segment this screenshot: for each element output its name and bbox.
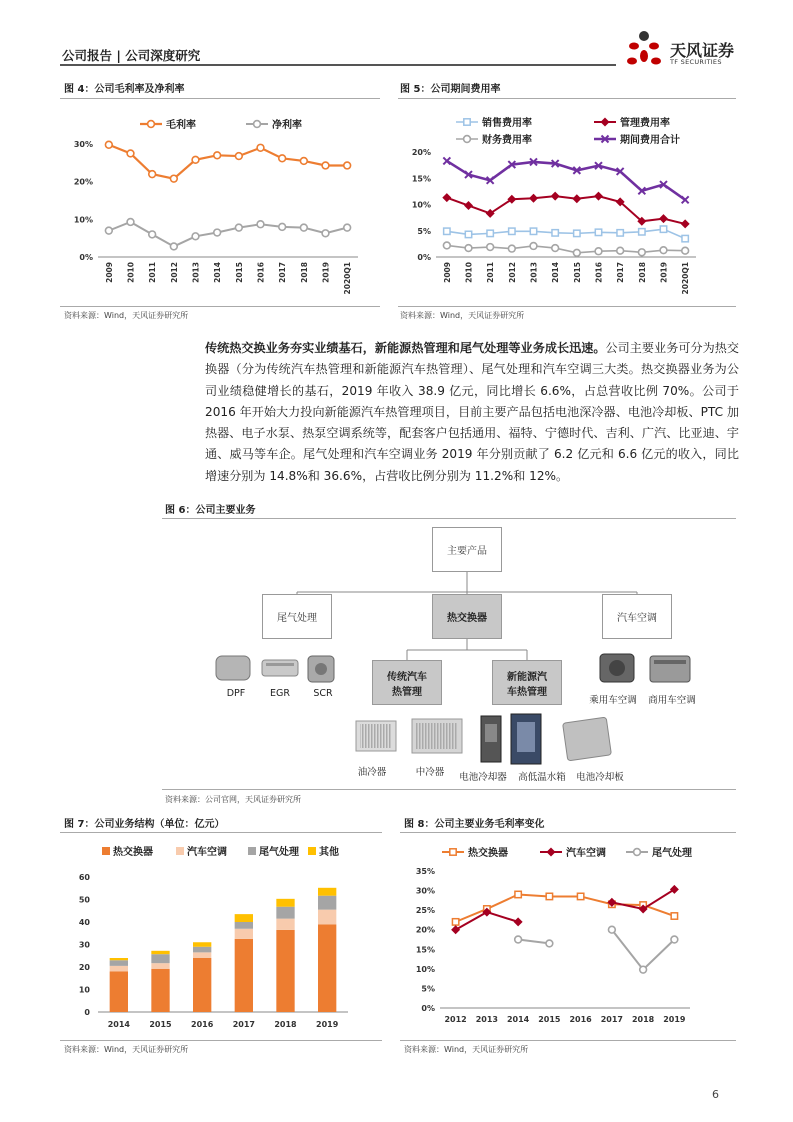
fig5-point [681,220,689,228]
fig7-bar-0 [193,958,211,1012]
fig7-ytick: 0 [84,1008,90,1017]
fig4-legend-label: 毛利率 [166,120,196,131]
fig7-ytick: 40 [78,918,90,927]
fig4-point [322,162,329,169]
fig7-ytick: 20 [78,963,90,972]
fig7-ytick: 50 [78,895,90,905]
fig4-chart [60,100,380,306]
fig8-point [577,893,583,899]
page-number: 6 [712,1088,719,1101]
fig8-series-line [612,930,675,970]
fig5-point [573,195,581,203]
fig5-xtick: 2009 [442,262,452,283]
logo-icon [622,28,666,72]
fig8-xtick: 2015 [538,1015,561,1024]
heat-exchanger-box: 热交换器 [432,594,502,639]
fig5-xtick: 2019 [659,262,669,283]
fig4-point [149,171,156,178]
fig8-xtick: 2013 [475,1015,499,1024]
fig4-xtick: 2012 [169,262,179,283]
fig7-xtick: 2016 [191,1020,214,1029]
fig5-point [443,242,450,249]
fig5-xtick: 2011 [486,262,496,283]
fig7-legend-label: 热交换器 [113,847,153,858]
fig5-series-line [447,161,685,200]
fig7-legend-label: 汽车空调 [187,847,227,858]
fig8-point [452,919,458,925]
fig8-bottom-rule [400,1040,736,1041]
fig8-legend-label: 汽车空调 [566,848,606,859]
header-rule [60,64,616,66]
paragraph-lead: 传统热交换业务夯实业绩基石，新能源热管理和尾气处理等业务成长迅速。 [205,341,606,355]
fig4-ytick: 10% [73,215,93,225]
fig7-bar-2 [318,896,336,910]
fig5-point [574,230,580,236]
nev-product-images [475,710,625,768]
fig8-point [608,926,615,933]
fig8-legend-label: 热交换器 [468,848,508,859]
fig4-xtick: 2016 [256,262,266,283]
fig4-xtick: 2011 [148,262,158,283]
fig4-point [279,223,286,230]
tail-product-images [212,652,342,686]
fig7-bar-0 [318,924,336,1012]
fig7-bar-2 [151,954,169,963]
fig5-point [552,245,559,252]
fig8-rule [400,832,736,833]
fig4-point [344,162,351,169]
fig8-ytick: 30% [415,886,435,896]
fig4-rule [60,98,380,99]
fig7-legend-swatch [102,847,110,855]
fig7-bar-2 [276,907,294,919]
fig5-point [509,228,515,234]
fig5-point [595,248,602,255]
fig4-xtick: 2015 [234,262,244,283]
paragraph-body: 公司主要业务可分为热交换器（分为传统汽车热管理和新能源汽车热管理）、尾气处理和汽车空调三大类。热交换器业务为公司业绩稳健增长的基石，2019 年收入 38.9 亿元，同比增长 6.6%，占总营收比例 70%。公司于 2016 年开始大力投向新能源汽车热管理项目，目前主要产品包括电池深冷器、电池冷却板、PTC 加热器、电子水泵、热泵空调系统等，配套客户包括通用、福特、宁德时代、吉利、广汽、比亚迪、宇通、威马等车企。尾气处理和汽车空调业务 2019 年分别贡献了 6.2 亿元和 6.6 亿元的收入，同比增速分别为 14.8%和 36.6%，占营收比例分别为 11.2%和 12%。 [205,341,739,483]
fig7-bar-1 [110,966,128,972]
fig7-source: 资料来源：Wind，天风证券研究所 [64,1045,189,1054]
fig8-point [640,966,647,973]
fig5-bottom-rule [398,306,736,307]
fig4-xtick: 2014 [213,262,223,283]
fig4-xtick: 2017 [278,262,288,283]
fig4-point [170,243,177,250]
product-cooling-plate: 电池冷却板 [576,772,624,783]
fig4-xtick: 2018 [299,262,309,283]
fig5-point [487,230,493,236]
fig5-legend-marker [601,118,609,126]
logo-text: 天风证券 [670,41,735,60]
fig5-xtick: 2010 [464,262,474,283]
fig5-point [660,226,666,232]
fig4-xtick: 2009 [104,262,114,283]
fig8-ytick: 20% [415,925,435,935]
fig5-point [487,244,494,251]
fig4-point [214,229,221,236]
fig4-point [300,224,307,231]
fig4-point [170,175,177,182]
fig4-point [344,224,351,231]
fig7-xtick: 2019 [316,1020,339,1029]
fig7-bar-3 [235,914,253,922]
fig7-bar-0 [151,969,169,1012]
fig8-ytick: 35% [415,867,435,876]
fig8-ytick: 25% [415,906,435,916]
fig5-legend-marker [464,136,471,143]
fig8-xtick: 2012 [444,1015,467,1024]
product-egr: EGR [270,688,290,699]
fig7-bar-2 [235,922,253,929]
fig7-bar-1 [235,929,253,939]
report-header: 公司报告 | 公司深度研究 [62,48,201,63]
fig7-bottom-rule [60,1040,382,1041]
product-intercooler: 中冷器 [415,767,445,778]
fig5-point [573,249,580,256]
fig7-xtick: 2018 [274,1020,297,1029]
fig4-xtick: 2013 [191,262,201,283]
fig5-point [530,243,537,250]
fig4-point [300,158,307,165]
fig4-legend-label: 净利率 [272,120,302,131]
fig5-xtick: 2015 [572,262,582,283]
fig8-xtick: 2016 [569,1015,592,1024]
fig5-point [682,235,688,241]
fig5-series-line [447,196,685,224]
trad-box: 传统汽车热管理 [372,660,442,705]
fig8-series-line [518,940,549,944]
fig7-legend-label: 尾气处理 [259,847,299,858]
fig8-xtick: 2017 [600,1015,624,1024]
fig5-point [465,231,471,237]
fig7-bar-0 [110,972,128,1013]
fig4-bottom-rule [60,306,380,307]
root-box: 主要产品 [432,527,502,572]
fig7-bar-3 [110,958,128,960]
fig5-series-line [447,245,685,252]
fig5-point [617,247,624,254]
fig5-point [443,194,451,202]
fig5-point [660,215,668,223]
fig5-point [638,249,645,256]
fig4-point [127,150,134,157]
fig7-legend-swatch [248,847,256,855]
fig7-bar-1 [151,963,169,969]
product-dpf: DPF [226,688,246,699]
fig4-point [192,233,199,240]
fig6-source: 资料来源：公司官网，天风证券研究所 [165,795,301,804]
fig4-xtick: 2020Q1 [343,262,353,295]
fig8-point [452,926,460,934]
fig8-xtick: 2018 [631,1015,655,1024]
fig4-ytick: 0% [79,253,93,262]
fig8-chart [400,834,736,1040]
fig5-ytick: 20% [411,148,431,157]
fig5-point [465,202,473,210]
fig8-legend-label: 尾气处理 [652,848,692,859]
fig8-ytick: 10% [415,964,435,974]
fig7-xtick: 2014 [107,1020,130,1029]
fig7-xtick: 2017 [232,1020,255,1029]
fig5-point [617,230,623,236]
fig4-point [257,144,264,151]
fig5-source: 资料来源：Wind，天风证券研究所 [400,311,525,320]
fig8-ytick: 0% [421,1004,435,1013]
fig5-point [444,228,450,234]
fig4-legend-marker [148,121,155,128]
fig4-point [235,153,242,160]
fig7-bar-1 [318,910,336,925]
fig5-ytick: 5% [417,226,431,236]
fig5-ytick: 0% [417,253,431,262]
fig8-xtick: 2014 [506,1015,530,1024]
ac-box: 汽车空调 [602,594,672,639]
fig5-legend-label: 管理费用率 [620,118,670,129]
fig8-xtick: 2019 [663,1015,686,1024]
fig4-xtick: 2010 [126,262,136,283]
fig6-rule [162,518,736,519]
fig8-point [515,891,521,897]
fig7-bar-3 [193,942,211,947]
fig5-xtick: 2017 [616,262,626,283]
fig4-point [149,231,156,238]
fig5-xtick: 2013 [529,262,539,283]
tail-box: 尾气处理 [262,594,332,639]
fig5-xtick: 2012 [507,262,517,283]
fig4-point [279,155,286,162]
fig5-legend-label: 财务费用率 [482,135,532,146]
fig7-ytick: 10 [78,985,90,995]
fig4-point [127,219,134,226]
fig4-point [105,141,112,148]
fig5-legend-label: 期间费用合计 [620,135,680,146]
trad-product-images [350,715,470,761]
fig4-title: 图 4：公司毛利率及净利率 [64,84,185,95]
fig5-point [465,245,472,252]
fig7-legend-swatch [308,847,316,855]
fig7-bar-3 [151,951,169,954]
fig6-bottom-rule [162,789,736,790]
fig8-legend-marker [547,848,555,856]
nev-box: 新能源汽车热管理 [492,660,562,705]
fig6-title: 图 6：公司主要业务 [165,505,256,516]
body-paragraph [205,338,739,487]
product-scr: SCR [313,688,333,699]
fig5-point [508,245,515,252]
product-commercial-ac: 商用车空调 [648,695,696,706]
fig5-point [595,229,601,235]
fig4-series-line [109,222,347,246]
fig8-point [671,913,677,919]
fig5-title: 图 5：公司期间费用率 [400,84,501,95]
fig8-legend-marker [450,849,456,855]
fig8-ytick: 15% [415,945,435,955]
fig7-bar-0 [276,930,294,1012]
product-oil-cooler: 油冷器 [357,767,387,778]
fig8-ytick: 5% [421,984,435,994]
logo-subtext: TF SECURITIES [670,58,722,66]
fig7-bar-3 [276,899,294,907]
fig5-xtick: 2018 [637,262,647,283]
fig4-ytick: 20% [73,177,93,187]
fig5-ytick: 15% [411,174,431,184]
fig8-point [514,918,522,926]
fig7-bar-3 [318,888,336,896]
fig7-bar-0 [235,939,253,1012]
fig8-legend-marker [634,849,641,856]
fig7-xtick: 2015 [149,1020,172,1029]
fig5-point [639,229,645,235]
fig7-legend-label: 其他 [319,847,339,858]
fig5-legend-marker [464,119,470,125]
fig4-point [257,221,264,228]
fig7-rule [60,832,382,833]
fig5-series-line [447,229,685,238]
fig7-ytick: 30 [78,940,90,950]
fig4-point [322,230,329,237]
fig5-rule [398,98,736,99]
fig5-point [530,228,536,234]
fig5-point [551,192,559,200]
fig5-point [443,157,450,164]
fig5-chart [398,100,736,306]
fig5-xtick: 2020Q1 [681,262,691,295]
fig7-bar-1 [276,919,294,930]
product-passenger-ac: 乘用车空调 [589,695,637,706]
fig4-point [192,156,199,163]
fig4-source: 资料来源：Wind，天风证券研究所 [64,311,189,320]
fig4-series-line [109,145,347,179]
fig8-point [546,940,553,947]
fig4-point [235,224,242,231]
fig5-point [552,230,558,236]
fig4-point [105,227,112,234]
fig5-point [682,247,689,254]
fig5-point [660,247,667,254]
fig4-xtick: 2019 [321,262,331,283]
product-battery-chiller: 电池冷却器 [459,772,507,783]
fig8-title: 图 8：公司主要业务毛利率变化 [404,819,545,830]
fig7-title: 图 7：公司业务结构（单位：亿元） [64,819,225,830]
fig4-legend-marker [254,121,261,128]
fig4-point [214,152,221,159]
fig8-point [671,936,678,943]
fig5-xtick: 2016 [594,262,604,283]
fig7-bar-1 [193,952,211,958]
product-water-tank: 高低温水箱 [518,772,566,783]
fig5-legend-label: 销售费用率 [482,118,532,129]
ac-product-images [592,648,702,688]
fig8-point [546,893,552,899]
fig7-bar-2 [193,947,211,953]
fig7-bar-2 [110,960,128,966]
fig7-legend-swatch [176,847,184,855]
fig5-point [530,194,538,202]
fig5-ytick: 10% [411,200,431,210]
fig5-point [682,196,689,203]
fig5-xtick: 2014 [551,262,561,283]
fig8-point [515,936,522,943]
fig4-ytick: 30% [73,140,93,149]
fig8-source: 资料来源：Wind，天风证券研究所 [404,1045,529,1054]
fig7-chart [60,834,382,1040]
fig5-point [595,192,603,200]
fig7-ytick: 60 [78,873,90,882]
